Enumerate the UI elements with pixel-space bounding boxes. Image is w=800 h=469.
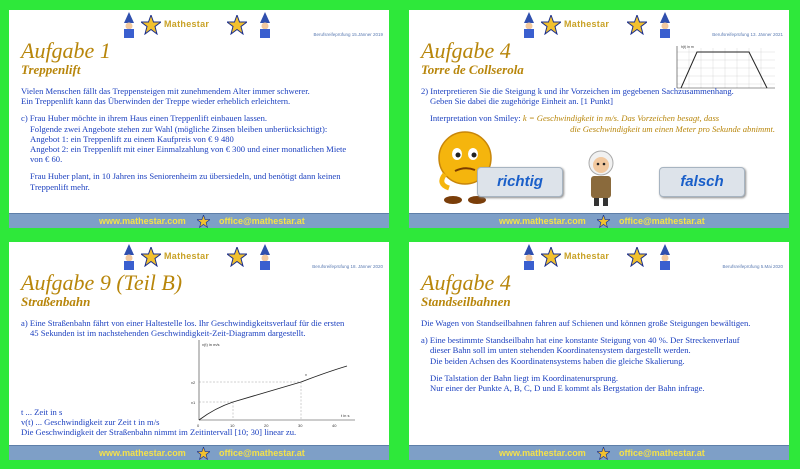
slide-title: Aufgabe 9 (Teil B) [21, 270, 183, 295]
slide-body [21, 86, 381, 192]
wizard-icon [257, 244, 273, 270]
star-icon [627, 247, 647, 267]
text-line: 45 Sekunden ist im nachstehenden Geschwindigkeit-Zeit-Diagramm dargestellt. [30, 328, 306, 339]
slide-header [9, 242, 389, 272]
text-line: Angebot 2: ein Treppenlift mit einer Einmalzahlung von € 300 und einer monatlichen Miete [30, 144, 347, 155]
text-line: Frau Huber plant, in 10 Jahren ins Seniorenheim zu übersiedeln, und benötigt dann keinen [30, 171, 341, 182]
website-link[interactable]: www.mathestar.com [99, 448, 186, 458]
chart-x-label: t in s [341, 413, 350, 418]
slide-header [9, 10, 389, 40]
star-icon [627, 15, 647, 35]
smiley-text: k = Geschwindigkeit in m/s. Das Vorzeichen besagt, dass [522, 113, 720, 124]
slide-subtitle: Torre de Collserola [421, 62, 524, 77]
slide-body-legend [21, 407, 381, 438]
slide-footer [9, 213, 389, 228]
brand-name: Mathestar [564, 251, 610, 261]
text-line: Nur einer der Punkte A, B, C, D und E kommt als Bergstation der Bahn infrage. [430, 383, 705, 394]
text-line: a) Eine bestimmte Standseilbahn hat eine konstante Steigung von 40 %. Der Streckenverlauf [421, 335, 740, 346]
website-link[interactable]: www.mathestar.com [499, 448, 586, 458]
correct-button[interactable]: richtig [477, 167, 563, 197]
star-icon [227, 15, 247, 35]
email-link[interactable]: office@mathestar.at [619, 216, 705, 226]
slide-subtitle: Treppenlift [21, 62, 81, 77]
text-line: Vielen Menschen fällt das Treppensteigen mit zunehmendem Alter immer schwerer. [21, 86, 310, 96]
wizard-icon [521, 244, 537, 270]
tick-label: 40 [332, 423, 337, 428]
tick-label: 10 [230, 423, 235, 428]
tick-label: 0 [197, 423, 200, 428]
text-line: von € 60. [30, 154, 63, 165]
slide-header [409, 10, 789, 40]
text-line: a) Eine Straßenbahn fährt von einer Haltestelle los. Ihr Geschwindigkeitsverlauf für die ersten [21, 318, 345, 328]
slide-body [21, 318, 381, 338]
text-line: Treppenlift mehr. [30, 181, 90, 192]
text-line: Angebot 1: ein Treppenlift zu einem Kaufpreis von € 9 480 [30, 133, 234, 144]
email-link[interactable]: office@mathestar.at [219, 448, 305, 458]
slide-body [421, 86, 781, 134]
exam-date: Berufsreifeprüfung 15.Jänner 2019 [313, 32, 383, 37]
slide-footer [409, 445, 789, 460]
mathestar-logo [119, 244, 279, 270]
wizard-icon [521, 12, 537, 38]
slide-footer [9, 445, 389, 460]
wizard-icon [657, 12, 673, 38]
brand-name: Mathestar [164, 251, 210, 261]
text-line: v(t) ... Geschwindigkeit zur Zeit t in m/s [21, 417, 160, 428]
exam-date: Berufsreifeprüfung 18. Jänner 2020 [312, 264, 383, 269]
slide-subtitle: Standseilbahnen [421, 294, 511, 309]
star-icon [541, 247, 561, 267]
smiley-label: Interpretation von Smiley: [430, 113, 521, 124]
star-icon [141, 15, 161, 35]
text-line: Die Talstation der Bahn liegt im Koordinatenursprung. [430, 372, 619, 383]
wizard-icon [121, 244, 137, 270]
slide-body [421, 318, 781, 393]
slide-subtitle: Straßenbahn [21, 294, 91, 309]
curve-label: v [305, 372, 307, 377]
star-icon [197, 447, 210, 460]
star-icon [541, 15, 561, 35]
website-link[interactable]: www.mathestar.com [499, 216, 586, 226]
text-line: Geben Sie dabei die zugehörige Einheit an. [1 Punkt] [430, 96, 614, 107]
text-line: t ... Zeit in s [21, 407, 63, 417]
slide-title: Aufgabe 4 [421, 270, 511, 295]
star-icon [597, 215, 610, 228]
brand-name: Mathestar [164, 19, 210, 29]
smiley-text-cont: die Geschwindigkeit um einen Meter pro Sekunde abnimmt. [570, 123, 775, 134]
mathestar-logo [519, 244, 679, 270]
exam-date: Berufsreifeprüfung 5.Mai 2020 [722, 264, 783, 269]
star-icon [197, 215, 210, 228]
text-line: c) Frau Huber möchte in ihrem Haus einen Treppenlift einbauen lassen. [21, 113, 268, 124]
mathestar-logo [519, 12, 679, 38]
mathestar-logo [119, 12, 279, 38]
star-icon [597, 447, 610, 460]
wizard-icon [257, 12, 273, 38]
chart-y-label: v(t) in m/s [202, 342, 220, 347]
text-line: Die Wagen von Standseilbahnen fahren auf Schienen und können große Steigungen bewältigen. [421, 318, 751, 328]
star-icon [141, 247, 161, 267]
tick-label: 20 [264, 423, 269, 428]
website-link[interactable]: www.mathestar.com [99, 216, 186, 226]
brand-name: Mathestar [564, 19, 610, 29]
v2-label: v2 [191, 380, 196, 385]
slide-aufgabe-4-torre[interactable] [409, 10, 789, 228]
email-link[interactable]: office@mathestar.at [219, 216, 305, 226]
text-line: Die Geschwindigkeit der Straßenbahn nimmt im Zeitintervall [10; 30] linear zu. [21, 427, 297, 438]
star-icon [227, 247, 247, 267]
slide-aufgabe-9[interactable] [9, 242, 389, 460]
text-line: Die beiden Achsen des Koordinatensystems haben die gleiche Skalierung. [430, 355, 685, 366]
wizard-icon [121, 12, 137, 38]
smiley-answer [421, 113, 781, 123]
text-line: 2) Interpretieren Sie die Steigung k und ihr Vorzeichen im gegebenen Sachzusammenhang. [421, 86, 734, 96]
email-link[interactable]: office@mathestar.at [619, 448, 705, 458]
slide-footer [409, 213, 789, 228]
v1-label: v1 [191, 400, 196, 405]
professor-icon [579, 148, 623, 208]
slide-header [409, 242, 789, 272]
graph-y-label: h(t) in m [681, 45, 694, 49]
slide-aufgabe-1[interactable] [9, 10, 389, 228]
text-line: dieser Bahn soll im unten stehenden Koordinatensystem dargestellt werden. [430, 345, 691, 356]
text-line: Folgende zwei Angebote stehen zur Wahl (mögliche Zinsen bleiben unberücksichtigt): [30, 123, 328, 134]
wrong-button[interactable]: falsch [659, 167, 745, 197]
exam-date: Berufsreifeprüfung 13. Jänner 2021 [712, 32, 783, 37]
slide-title: Aufgabe 1 [21, 38, 111, 63]
slide-title: Aufgabe 4 [421, 38, 511, 63]
tick-label: 30 [298, 423, 303, 428]
text-line: Ein Treppenlift kann das Überwinden der Treppe wieder erheblich erleichtern. [21, 96, 291, 107]
slide-aufgabe-4-standseilbahnen[interactable] [409, 242, 789, 460]
wizard-icon [657, 244, 673, 270]
